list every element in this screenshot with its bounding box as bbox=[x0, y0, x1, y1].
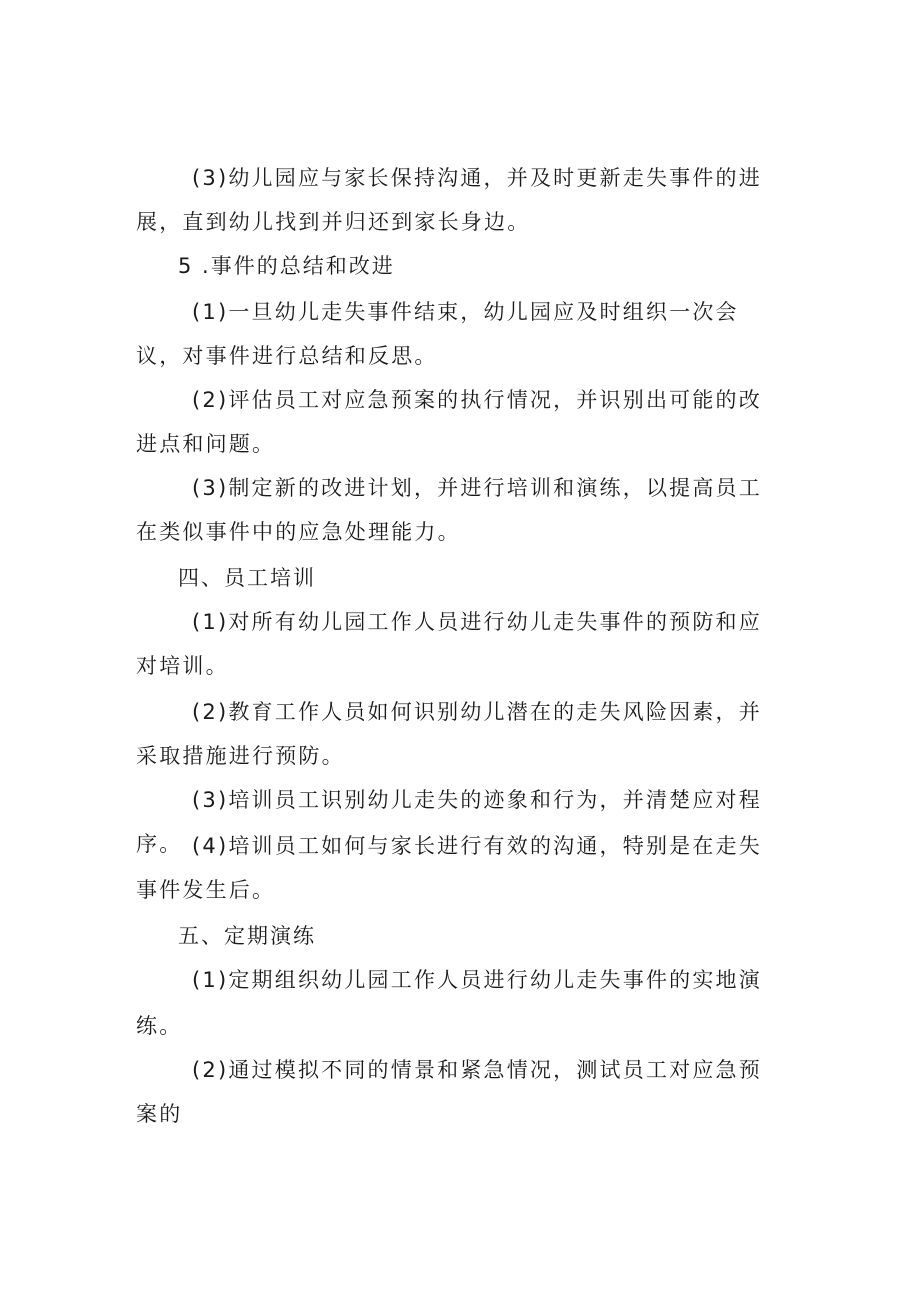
section-heading-summary: 5 .事件的总结和改进 bbox=[178, 254, 395, 278]
section-heading-staff-training: 四、员工培训 bbox=[178, 566, 316, 590]
paragraph-risk-identification: (2)教育工作人员如何识别幼儿潜在的走失风险因素，并采取措施进行预防。 bbox=[136, 700, 762, 768]
paragraph-training-all-staff: (1)对所有幼儿园工作人员进行幼儿走失事件的预防和应对培训。 bbox=[136, 610, 762, 678]
paragraph-drill-line2: 练。 bbox=[136, 1014, 183, 1038]
paragraph-followup-communication: (3)幼儿园应与家长保持沟通，并及时更新走失事件的进展，直到幼儿找到并归还到家长身边。 bbox=[136, 166, 762, 234]
paragraph-drill-line1: (1)定期组织幼儿园工作人员进行幼儿走失事件的实地演 bbox=[192, 968, 762, 992]
paragraph-parent-communication: (4)培训员工如何与家长进行有效的沟通，特别是在走失事件发生后。 bbox=[136, 834, 762, 902]
paragraph-evaluation: (2)评估员工对应急预案的执行情况，并识别出可能的改进点和问题。 bbox=[136, 388, 762, 456]
paragraph-signs-behavior: (3)培训员工识别幼儿走失的迹象和行为，并清楚应对程序。 bbox=[136, 788, 762, 856]
section-heading-regular-drills: 五、定期演练 bbox=[178, 924, 316, 948]
paragraph-improvement-plan: (3)制定新的改进计划，并进行培训和演练，以提高员工在类似事件中的应急处理能力。 bbox=[136, 476, 762, 544]
paragraph-simulation: (2)通过模拟不同的情景和紧急情况，测试员工对应急预案的 bbox=[136, 1058, 762, 1126]
paragraph-meeting: (1)一旦幼儿走失事件结束，幼儿园应及时组织一次会议，对事件进行总结和反思。 bbox=[136, 300, 739, 368]
